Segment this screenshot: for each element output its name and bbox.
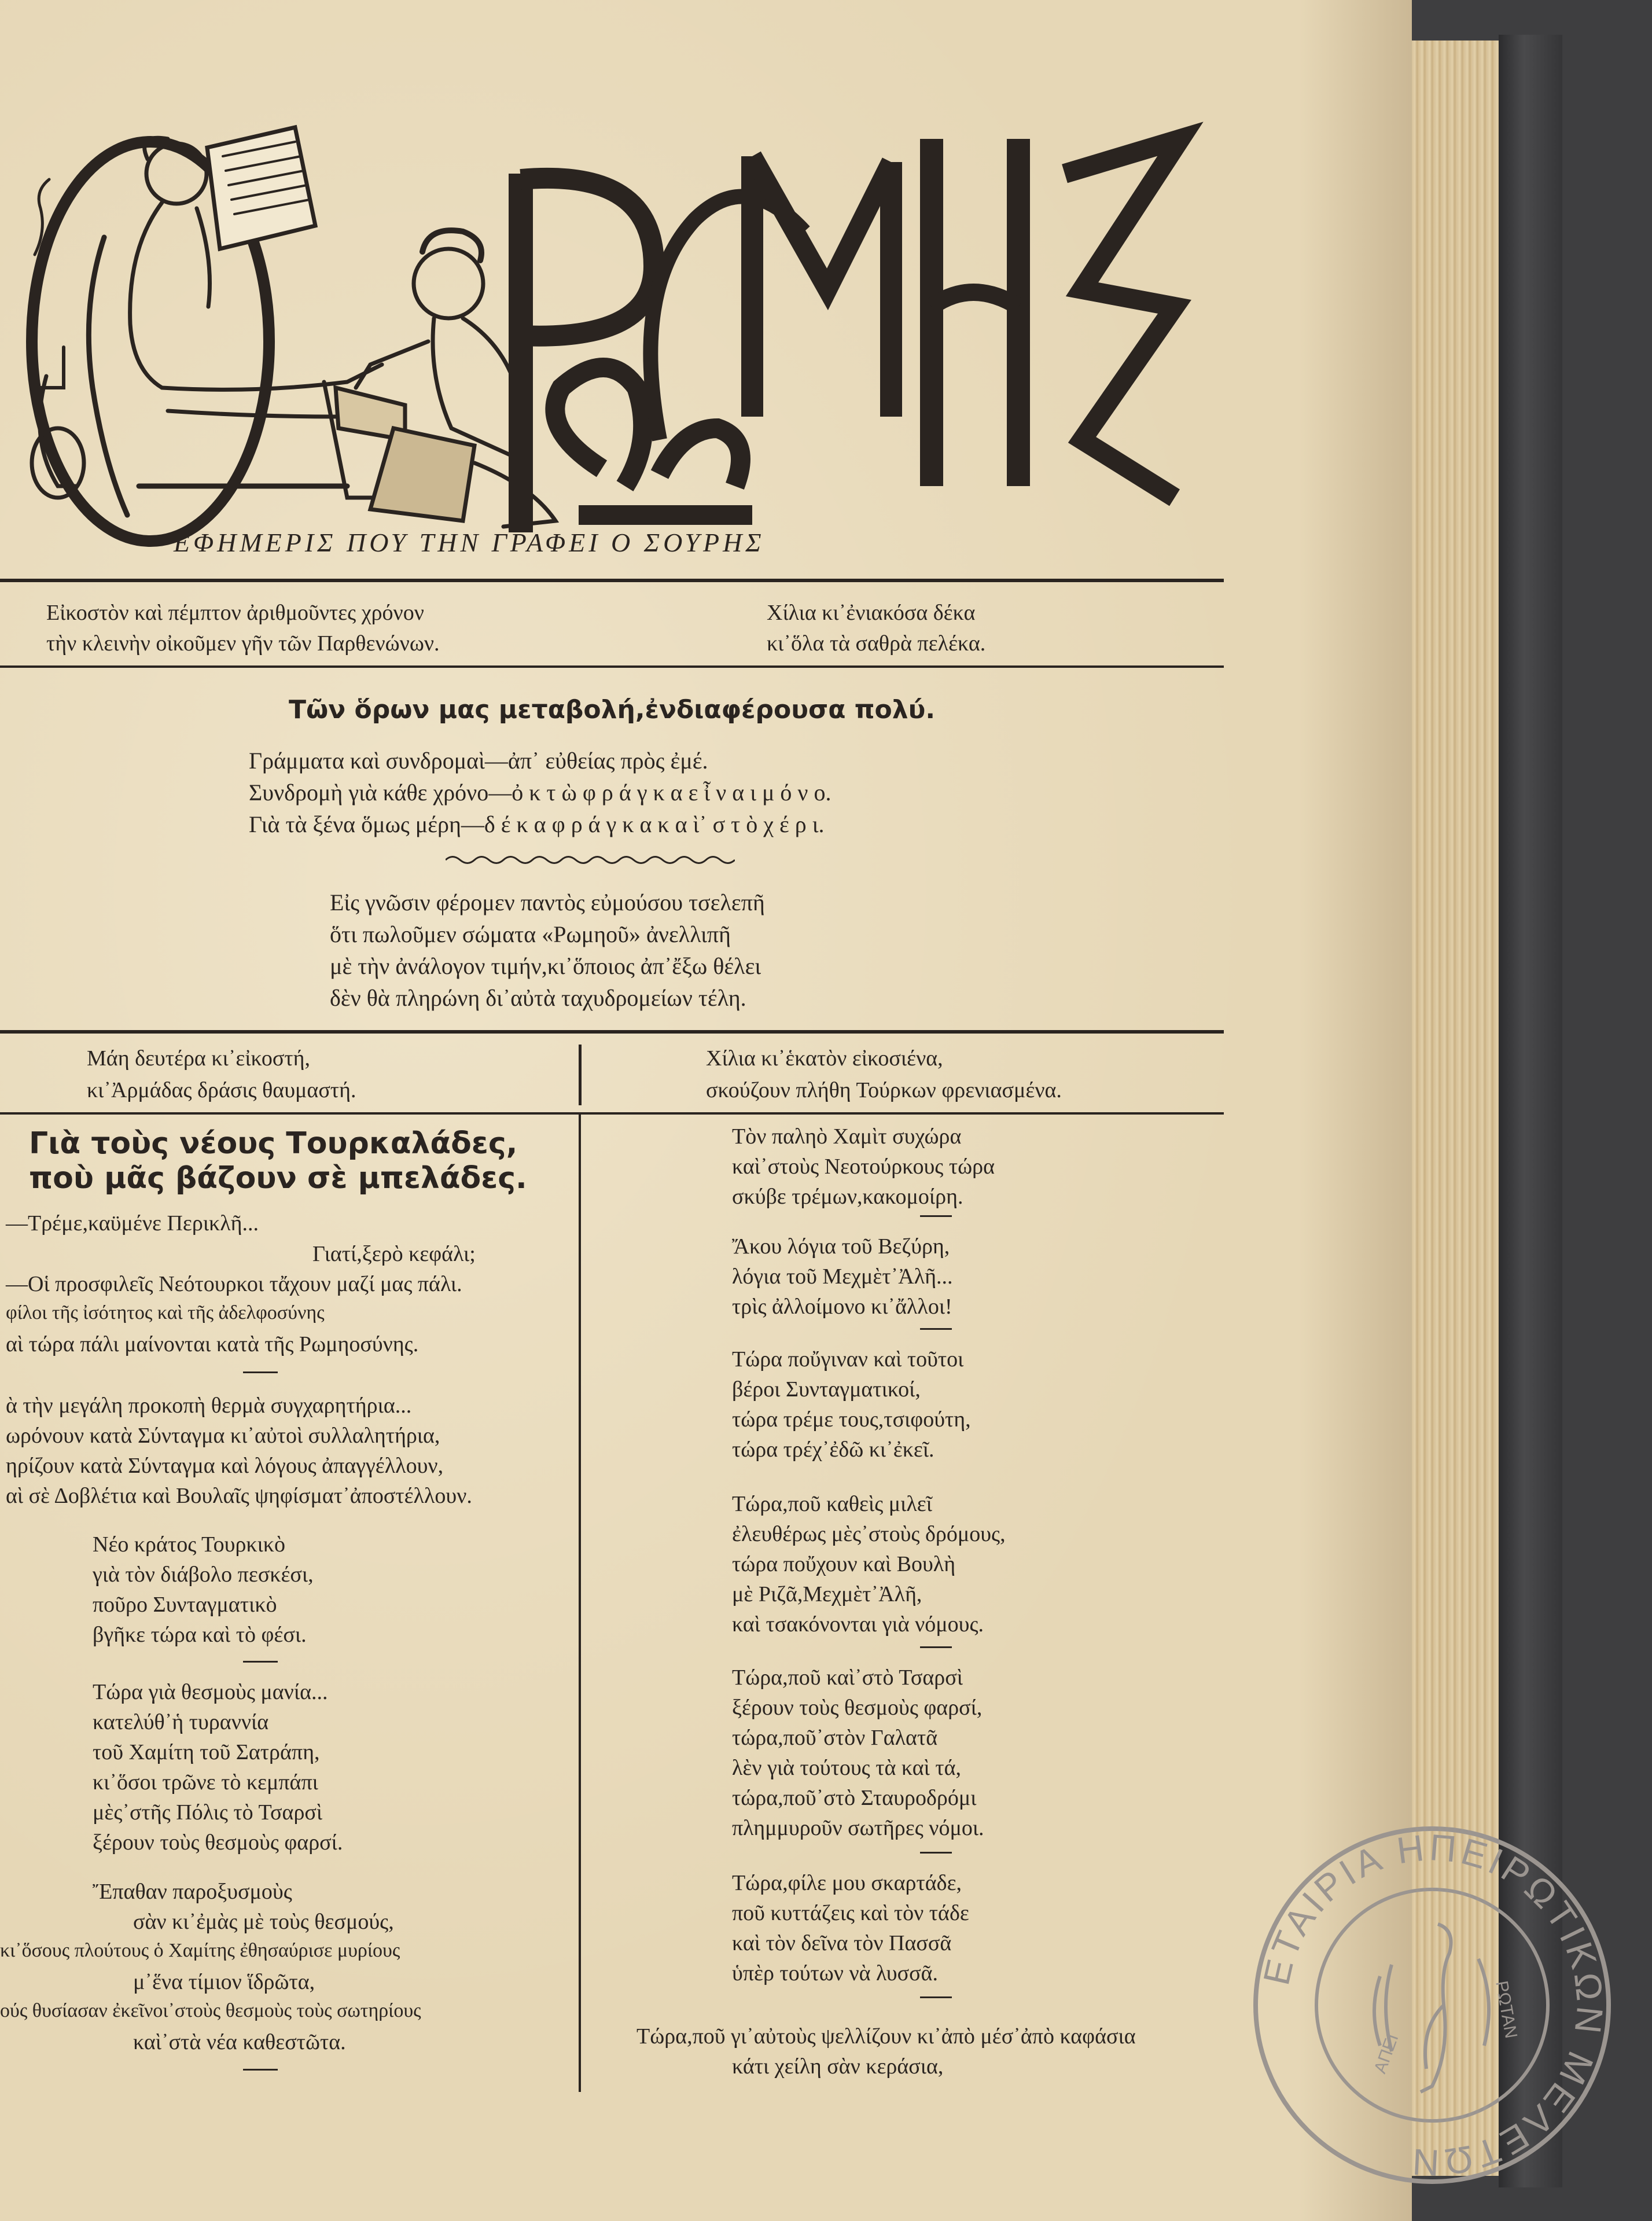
right-col-line: ξέρουν τοὺς θεσμοὺς φαρσί,	[732, 1696, 983, 1720]
dateline-right-1: Χίλια κι᾽ἐνιακόσα δέκα	[767, 601, 976, 625]
left-col-line: αὶ τώρα πάλι μαίνονται κατὰ τῆς Ρωμηοσύνης.	[6, 1332, 419, 1356]
right-col-line: Ἄκου λόγια τοῦ Βεζύρη,	[732, 1234, 950, 1259]
right-col-line: σκύβε τρέμων,κακομοίρη.	[732, 1185, 963, 1209]
left-col-line: κατελύθ᾽ἡ τυραννία	[93, 1710, 269, 1734]
issue-date-right-2: σκούζουν πλήθη Τούρκων φρενιασμένα.	[706, 1078, 1062, 1102]
right-col-line: Τὸν παληὸ Χαμὶτ συχώρα	[732, 1124, 962, 1149]
terms-line-1: Γράμματα καὶ συνδρομαὶ—ἀπ᾽ εὐθείας πρὸς ἐμέ.	[249, 748, 708, 774]
divider-rule	[0, 1030, 1224, 1034]
right-col-line: κάτι χείλη σὰν κεράσια,	[732, 2054, 944, 2079]
left-col-line: καὶ᾽στὰ νέα καθεστῶτα.	[133, 2030, 346, 2054]
right-col-line: τώρα,ποῦ᾽στὸν Γαλατᾶ	[732, 1726, 938, 1750]
stanza-dash	[920, 1215, 952, 1217]
poem-title-2: ποὺ μᾶς βάζουν σὲ μπελάδες.	[29, 1161, 527, 1196]
right-col-line: τρὶς ἀλλοίμονο κι᾽ἄλλοι!	[732, 1295, 952, 1319]
left-col-line: Νέο κράτος Τουρκικὸ	[93, 1532, 285, 1557]
right-col-line: τώρα,ποῦ᾽στὸ Σταυροδρόμι	[732, 1786, 977, 1810]
notice-line-3: μὲ τὴν ἀνάλογον τιμήν,κι᾽ὅποιος ἀπ᾽ἔξω θέλει	[330, 953, 761, 979]
stanza-dash	[920, 1852, 952, 1854]
right-col-line: λόγια τοῦ Μεχμὲτ᾽Ἀλῆ...	[732, 1264, 953, 1289]
issue-date-left-1: Μάη δευτέρα κι᾽εἰκοστή,	[87, 1046, 310, 1071]
left-col-line: Τώρα γιὰ θεσμοὺς μανία...	[93, 1680, 328, 1704]
divider-rule	[0, 1112, 1224, 1115]
left-col-line: Γιατί,ξερὸ κεφάλι;	[312, 1242, 476, 1266]
right-col-line: ὑπὲρ τούτων νὰ λυσσᾶ.	[732, 1961, 938, 1985]
wavy-divider	[446, 854, 735, 866]
left-col-line: κι᾽ὅσοι τρῶνε τὸ κεμπάπι	[93, 1770, 318, 1795]
logo-letter-mu	[650, 156, 891, 440]
issue-date-right-1: Χίλια κι᾽ἑκατὸν εἰκοσιένα,	[706, 1046, 943, 1071]
stanza-dash	[243, 1661, 278, 1663]
left-col-line: μὲς᾽στῆς Πόλις τὸ Τσαρσὶ	[93, 1800, 323, 1825]
right-col-line: ἐλευθέρως μὲς᾽στοὺς δρόμους,	[732, 1522, 1006, 1546]
stamp-ring-text: ΕΤΑΙΡΙΑ ΗΠΕΙΡΩΤΙΚΩΝ ΜΕΛΕΤΩΝ	[1255, 1826, 1611, 2184]
notice-line-1: Εἰς γνῶσιν φέρομεν παντὸς εὐμούσου τσελεπῆ	[330, 889, 765, 915]
seated-reader-illustration	[32, 127, 382, 515]
left-col-line: ξέρουν τοὺς θεσμοὺς φαρσί.	[93, 1830, 343, 1855]
dateline-left-1: Εἰκοστὸν καὶ πέμπτον ἀριθμοῦντες χρόνον	[46, 601, 424, 625]
left-col-line: τοῦ Χαμίτη τοῦ Σατράπη,	[93, 1740, 320, 1764]
left-col-line: γιὰ τὸν διάβολο πεσκέσι,	[93, 1562, 314, 1587]
right-col-line: καὶ᾽στοὺς Νεοτούρκους τώρα	[732, 1154, 995, 1179]
right-col-line: ποῦ κυττάζεις καὶ τὸν τάδε	[732, 1901, 969, 1925]
left-col-line: μ᾽ἕνα τίμιον ἵδρῶτα,	[133, 1970, 315, 1994]
left-col-line: —Οἱ προσφιλεῖς Νεότουρκοι τἄχουν μαζί μας πάλι.	[6, 1272, 462, 1296]
stanza-dash	[920, 1996, 952, 1998]
divider-rule	[0, 665, 1224, 668]
right-col-line: Τώρα,ποῦ καθεὶς μιλεῖ	[732, 1492, 932, 1516]
stanza-dash	[243, 1371, 278, 1373]
left-col-line: ούς θυσίασαν ἐκεῖνοι᾽στοὺς θεσμοὺς τοὺς σωτηρίους	[0, 2000, 421, 2021]
right-col-line: μὲ Ριζᾶ,Μεχμὲτ᾽Ἀλῆ,	[732, 1582, 922, 1606]
right-col-line: Τώρα,ποῦ καὶ᾽στὸ Τσαρσὶ	[732, 1665, 963, 1690]
stanza-dash	[920, 1646, 952, 1648]
right-col-line: τώρα τρέχ᾽ἐδῶ κι᾽ἐκεῖ.	[732, 1437, 934, 1462]
terms-heading: Τῶν ὅρων μας μεταβολή,ἐνδιαφέρουσα πολύ.	[288, 695, 936, 725]
right-col-line: Τώρα,φίλε μου σκαρτάδε,	[732, 1871, 962, 1895]
logo-letter-eta	[932, 139, 1018, 486]
column-rule	[579, 1045, 582, 1105]
right-col-line: πλημμυροῦν σωτῆρες νόμοι.	[732, 1816, 984, 1840]
left-col-line: —Τρέμε,καϋμένε Περικλῆ...	[6, 1211, 259, 1235]
right-col-line: καὶ τσακόνονται γιὰ νόμους.	[732, 1612, 984, 1637]
masthead-subtitle: ΕΦΗΜΕΡΙΣ ΠΟΥ ΤΗΝ ΓΡΑΦΕΙ Ο ΣΟΥΡΗΣ	[174, 528, 765, 557]
right-col-line: λὲν γιὰ τούτους τὰ καὶ τά,	[732, 1756, 962, 1780]
dateline-left-2: τὴν κλεινὴν οἰκοῦμεν γῆν τῶν Παρθενώνων.	[46, 631, 440, 656]
right-col-line: καὶ τὸν δεῖνα τὸν Πασσᾶ	[732, 1931, 952, 1955]
logo-letter-sigma	[1065, 139, 1180, 498]
right-col-line: τώρα τρέμε τους,τσιφούτη,	[732, 1407, 971, 1432]
left-col-line: ὰ τὴν μεγάλη προκοπὴ θερμὰ συγχαρητήρια...	[6, 1393, 412, 1418]
left-col-line: ποῦρο Συνταγματικὸ	[93, 1593, 277, 1617]
left-col-line: φίλοι τῆς ἰσότητος καὶ τῆς ἀδελφοσύνης	[6, 1302, 325, 1323]
terms-line-3: Γιὰ τὰ ξένα ὅμως μέρη—δ έ κ α φ ρ ά γ κ α κ α ὶ᾽ σ τ ὸ χ έ ρ ι.	[249, 811, 825, 837]
left-col-line: βγῆκε τώρα καὶ τὸ φέσι.	[93, 1623, 307, 1647]
notice-line-2: ὅτι πωλοῦμεν σώματα «Ρωμηοῦ» ἀνελλιπῆ	[330, 921, 731, 947]
left-col-line: αὶ σὲ Δοβλέτια καὶ Βουλαῖς ψηφίσματ᾽ἀποστέλλουν.	[6, 1484, 472, 1508]
stanza-dash	[920, 1328, 952, 1330]
notice-line-4: δὲν θὰ πληρώνη δι᾽αὐτὰ ταχυδρομείων τέλη.	[330, 985, 746, 1011]
stamp-inner-right: ΡΩΤΑΝ	[1492, 1979, 1521, 2040]
right-col-line: βέροι Συνταγματικοί,	[732, 1377, 921, 1402]
masthead-logo	[23, 116, 1209, 556]
left-col-line: ωρόνουν κατὰ Σύνταγμα κι᾽αὐτοὶ συλλαλητήρια,	[6, 1424, 440, 1448]
right-col-line: τώρα ποὔχουν καὶ Βουλὴ	[732, 1552, 956, 1576]
issue-date-left-2: κι᾽Ἀρμάδας δράσις θαυμαστή.	[87, 1078, 356, 1102]
stamp-inner-left: ΑΠΕΙ	[1370, 2031, 1403, 2076]
right-col-line: Τώρα,ποῦ γι᾽αὐτοὺς ψελλίζουν κι᾽ἀπὸ μέσ᾽ἀπὸ καφάσια	[636, 2024, 1136, 2049]
stanza-dash	[243, 2069, 278, 2071]
divider-rule	[0, 579, 1224, 582]
column-rule	[579, 1114, 581, 2092]
library-stamp	[1247, 1820, 1617, 2190]
right-col-line: Τώρα ποὔγιναν καὶ τοῦτοι	[732, 1347, 964, 1371]
left-col-line: κι᾽ὅσους πλούτους ὁ Χαμίτης ἐθησαύρισε μυρίους	[0, 1940, 400, 1961]
poem-title-1: Γιὰ τοὺς νέους Τουρκαλάδες,	[29, 1126, 518, 1161]
left-col-line: Ἔπαθαν παροξυσμοὺς	[93, 1880, 292, 1904]
left-col-line: ηρίζουν κατὰ Σύνταγμα καὶ λόγους ἀπαγγέλλουν,	[6, 1454, 444, 1478]
dateline-right-2: κι᾽ὅλα τὰ σαθρὰ πελέκα.	[767, 631, 986, 656]
terms-line-2: Συνδρομὴ γιὰ κάθε χρόνο—ὀ κ τ ὼ φ ρ ά γ κ α ε ἶ ν α ι μ ό ν ο.	[249, 779, 831, 806]
left-col-line: σὰν κι᾽ἐμὰς μὲ τοὺς θεσμούς,	[133, 1910, 394, 1934]
